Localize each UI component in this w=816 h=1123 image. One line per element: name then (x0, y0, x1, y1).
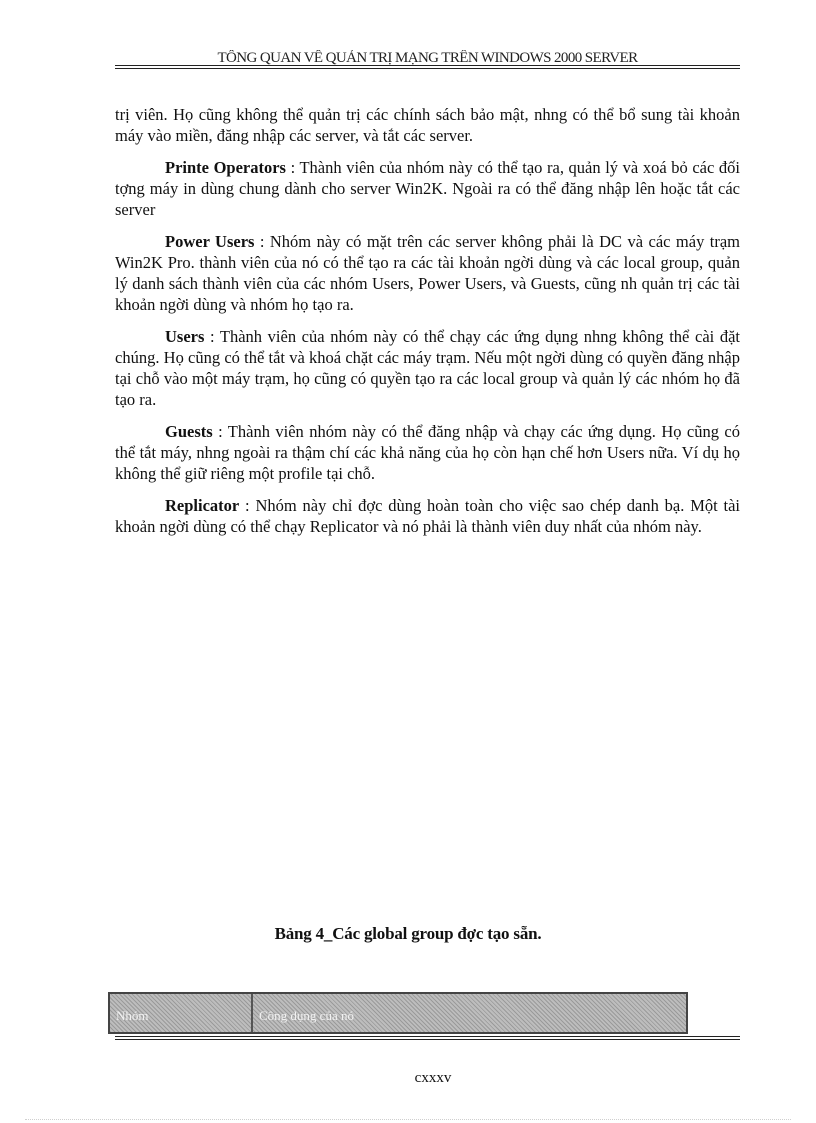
header-divider-bottom (115, 68, 740, 69)
term-printe-operators: Printe Operators (165, 158, 286, 177)
table-header-cell-group: Nhóm (110, 994, 253, 1032)
page-number: cxxxv (414, 1070, 452, 1086)
paragraph-users (115, 326, 740, 410)
body-text (115, 104, 740, 548)
paragraph-printe-operators (115, 157, 740, 220)
paragraph-guests (115, 421, 740, 484)
paragraph-power-users (115, 231, 740, 315)
footer-divider-bottom (115, 1039, 740, 1040)
paragraph-text: : Thành viên của nhóm này có thể chạy các ứng dụng nhng không thể cài đặt chúng. Họ cũng có thể tắt và khoá chặt các máy trạm. Nếu một ngời dùng có quyền đăng nhập tại chỗ vào một máy trạm, họ cũng có quyền tạo ra các local group và quản lý các nhóm họ đã tạo ra. (115, 327, 740, 409)
page-header-title: TỔNG QUAN VỀ QUẢN TRỊ MẠNG TRÊN WINDOWS 2000 SERVER (217, 50, 638, 66)
table-header-cell-purpose: Công dụng của nó (259, 1008, 354, 1023)
global-groups-table-header (108, 992, 688, 1034)
paragraph-text: : Thành viên của nhóm này có thể tạo ra, quản lý và xoá bỏ các đối tợng máy in dùng chung dành cho server Win2K. Ngoài ra có thể đăng nhập lên hoặc tắt các server (115, 158, 740, 219)
term-power-users: Power Users (165, 232, 255, 251)
header-divider-top (115, 65, 740, 66)
term-replicator: Replicator (165, 496, 240, 515)
term-guests: Guests (165, 422, 213, 441)
paragraph-text: trị viên. Họ cũng không thể quản trị các chính sách bảo mật, nhng có thể bổ sung tài khoản máy vào miền, đăng nhập các server, và tắt các server. (115, 105, 740, 145)
paragraph-continuation (115, 104, 740, 146)
page-bottom-dotted-line (25, 1119, 791, 1120)
paragraph-text: : Thành viên nhóm này có thể đăng nhập và chạy các ứng dụng. Họ cũng có thể tắt máy, nhng ngoài ra thậm chí các khả năng của họ còn hạn chế hơn Users nữa. Ví dụ họ không thể giữ riêng một profile tại chỗ. (115, 422, 740, 483)
term-users: Users (165, 327, 205, 346)
table-caption: Bảng 4_Các global group đợc tạo sẵn. (274, 924, 542, 943)
paragraph-text: : Nhóm này có mặt trên các server không phải là DC và các máy trạm Win2K Pro. thành viên của nó có thể tạo ra các tài khoản ngời dùng và các local group, quản lý danh sách thành viên của các nhóm Users, Power Users, và Guests, cũng nh quản trị các tài khoản ngời dùng và nhóm họ tạo ra. (115, 232, 741, 314)
footer-divider-top (115, 1036, 740, 1037)
paragraph-replicator (115, 495, 740, 537)
paragraph-text: : Nhóm này chỉ đợc dùng hoàn toàn cho việc sao chép danh bạ. Một tài khoản ngời dùng có thể chạy Replicator và nó phải là thành viên duy nhất của nhóm này. (115, 496, 740, 536)
